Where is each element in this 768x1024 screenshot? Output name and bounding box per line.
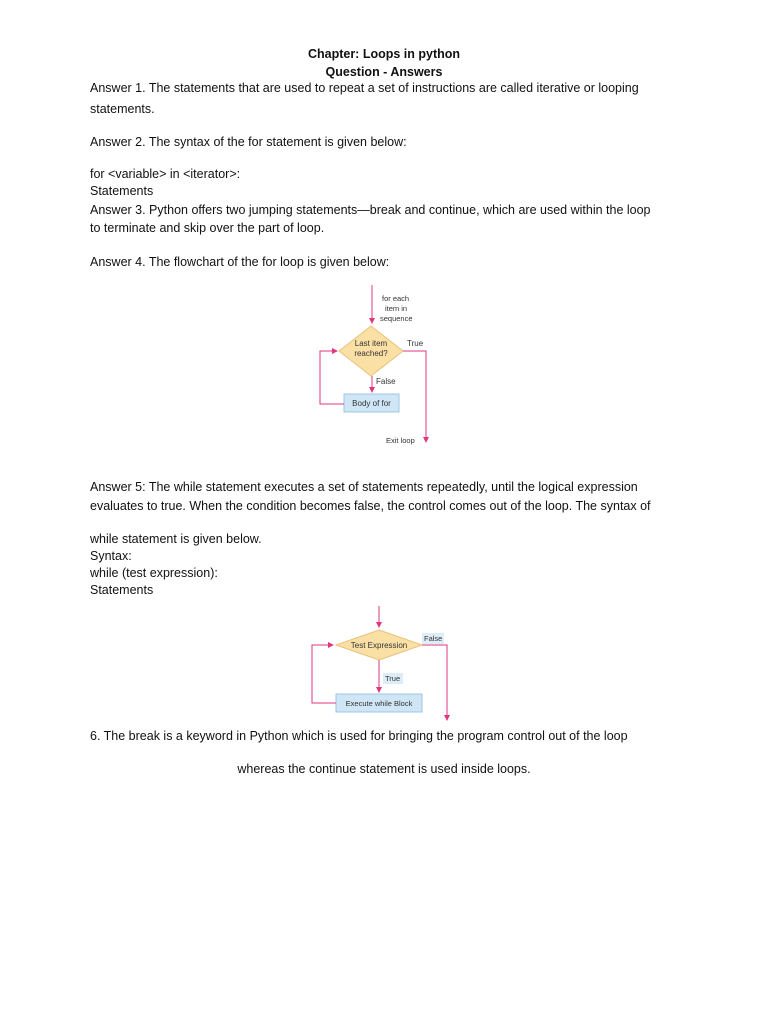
answer-5-line-1: Answer 5: The while statement executes a set of statements repeatedly, until the logical expression [90, 480, 638, 494]
answer-6-line-1: 6. The break is a keyword in Python which is used for bringing the program control out of the loop [90, 729, 628, 743]
while-body-label: Execute while Block [345, 699, 413, 708]
answer-5-line-3: while statement is given below. [90, 532, 262, 546]
while-syntax-line-2: Statements [90, 583, 154, 597]
answer-5-line-2: evaluates to true. When the condition becomes false, the control comes out of the loop. The syntax of [90, 499, 651, 513]
while-loop-back-arrow [312, 645, 336, 703]
while-true-label: True [385, 674, 401, 683]
for-false-label: False [376, 377, 396, 386]
chapter-title: Chapter: Loops in python [307, 47, 461, 61]
answer-4-line-1: Answer 4. The flowchart of the for loop is given below: [90, 255, 390, 269]
page-subtitle: Question - Answers [325, 65, 443, 79]
for-loop-back-arrow [320, 351, 344, 404]
for-decision-label-2: reached? [354, 349, 388, 358]
for-entry-label-3: sequence [380, 314, 413, 323]
for-decision-label-1: Last item [354, 339, 388, 348]
for-entry-label-1: for each [382, 294, 410, 303]
answer-3-line-2: to terminate and skip over the part of loop. [90, 221, 325, 235]
while-syntax-label: Syntax: [90, 549, 132, 563]
for-exit-label: Exit loop [386, 436, 415, 445]
for-syntax-line-1: for <variable> in <iterator>: [90, 167, 241, 181]
for-loop-flowchart [300, 280, 450, 450]
for-body-label: Body of for [352, 399, 391, 408]
answer-6-line-2: whereas the continue statement is used inside loops. [237, 762, 531, 776]
answer-2-line-1: Answer 2. The syntax of the for statement is given below: [90, 135, 407, 149]
answer-1-line-2: statements. [90, 102, 155, 116]
answer-3-line-1: Answer 3. Python offers two jumping statements—break and continue, which are used within the loop [90, 203, 651, 217]
for-exit-arrow [403, 351, 426, 442]
while-loop-flowchart [300, 600, 460, 725]
answer-1-line-1: Answer 1. The statements that are used to repeat a set of instructions are called iterative or looping [90, 81, 639, 95]
for-true-label: True [407, 339, 424, 348]
while-decision-label: Test Expression [350, 641, 408, 650]
while-exit-arrow [422, 645, 447, 720]
for-entry-label-2: item in [385, 304, 408, 313]
for-syntax-line-2: Statements [90, 184, 154, 198]
while-false-label: False [424, 634, 443, 643]
while-syntax-line-1: while (test expression): [90, 566, 218, 580]
